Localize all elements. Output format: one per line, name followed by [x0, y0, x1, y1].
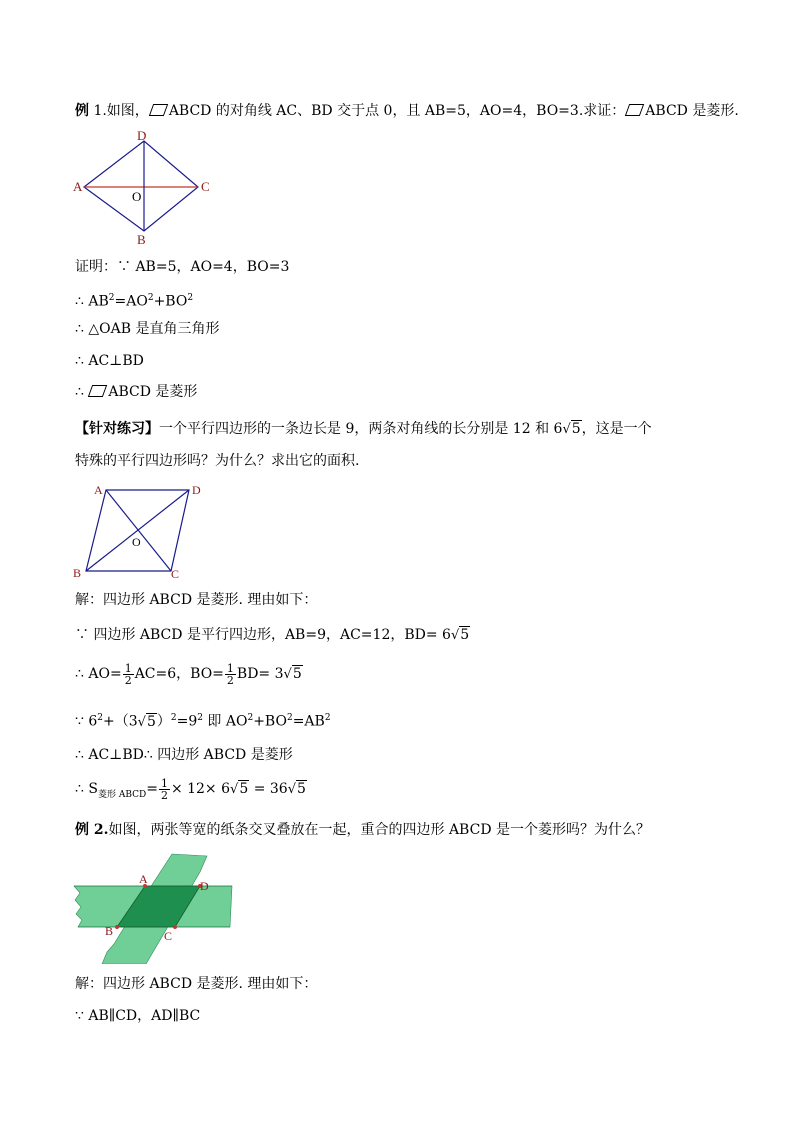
vertex-label-b: B [73, 566, 82, 580]
vertex-label-d: D [192, 483, 201, 497]
vertex-label-o: O [132, 189, 142, 204]
proof1-line-2: ∴ $AB^2=AO^2+BO^2$ [75, 293, 194, 310]
parallelogram-icon [625, 104, 644, 116]
vertex-label-b: B [137, 232, 146, 246]
vertex-label-a: A [94, 483, 103, 497]
rhombus-figure-2 [68, 480, 208, 580]
vertex-label-b: B [105, 924, 114, 938]
practice-statement-line-2: 特殊的平行四边形吗？为什么？求出它的面积. [75, 453, 360, 469]
vertex-label-a: A [73, 179, 83, 194]
vertex-label-c: C [171, 567, 180, 580]
vertex-label-c: C [201, 179, 210, 194]
example-label: 例 [75, 103, 89, 119]
solution2-line-1: 解：四边形 ABCD 是菱形. 理由如下： [75, 976, 318, 992]
vertex-label-c: C [164, 929, 173, 943]
vertex-label-a: A [139, 872, 148, 886]
proof1-line-3: ∴ △OAB 是直角三角形 [75, 321, 220, 337]
vertex-label-d: D [137, 128, 147, 143]
example-1-statement: 例 1.如图， ABCD 的对角线 AC、BD 交于点 0，且 AB=5，AO=4，BO=3.求证： ABCD 是菱形. [75, 103, 739, 119]
proof1-line-1: 证明：∵ AB=5，AO=4，BO=3 [75, 259, 290, 275]
solution1-line-5: ∴ AC⊥BD∴ 四边形 ABCD 是菱形 [75, 747, 293, 763]
solution1-line-4: ∵ $6^2+(3√5)^2=9^2$ 即 $AO^2+BO^2=AB^2$ [75, 713, 331, 730]
solution2-line-2: ∵ AB∥CD，AD∥BC [75, 1008, 201, 1024]
vertex-label-o: O [132, 535, 141, 549]
example-2-statement: 例 2.如图，两张等宽的纸条交叉叠放在一起，重合的四边形 ABCD 是一个菱形吗？为什么？ [75, 822, 650, 838]
parallelogram-icon [149, 104, 168, 116]
paper-strips-figure [72, 852, 237, 964]
solution1-line-1: 解：四边形 ABCD 是菱形. 理由如下： [75, 592, 318, 608]
parallelogram-icon [88, 385, 107, 397]
solution1-line-3: ∴ AO= $\frac{1}{2}$ AC=6，BO= $\frac{1}{2}$ BD= 3√5 [75, 661, 302, 687]
solution1-line-2: ∵ 四边形 ABCD 是平行四边形，AB=9，AC=12，BD= 6√5 [75, 627, 470, 643]
proof1-line-4: ∴ AC⊥BD [75, 353, 144, 369]
practice-label: 【针对练习】 [75, 421, 159, 437]
solution1-line-6: ∴ $S_{菱形 ABCD}=$ $\frac{1}{2}$ × 12× 6√5 = 36√5 [75, 776, 306, 802]
rhombus-figure-1 [70, 128, 220, 246]
vertex-label-d: D [200, 879, 209, 893]
proof1-line-5: ∴ ABCD 是菱形 [75, 384, 198, 400]
practice-statement: 【针对练习】一个平行四边形的一条边长是 9，两条对角线的长分别是 12 和 6√5，这是一个 [75, 421, 652, 437]
example-label: 例 2. [75, 822, 109, 838]
